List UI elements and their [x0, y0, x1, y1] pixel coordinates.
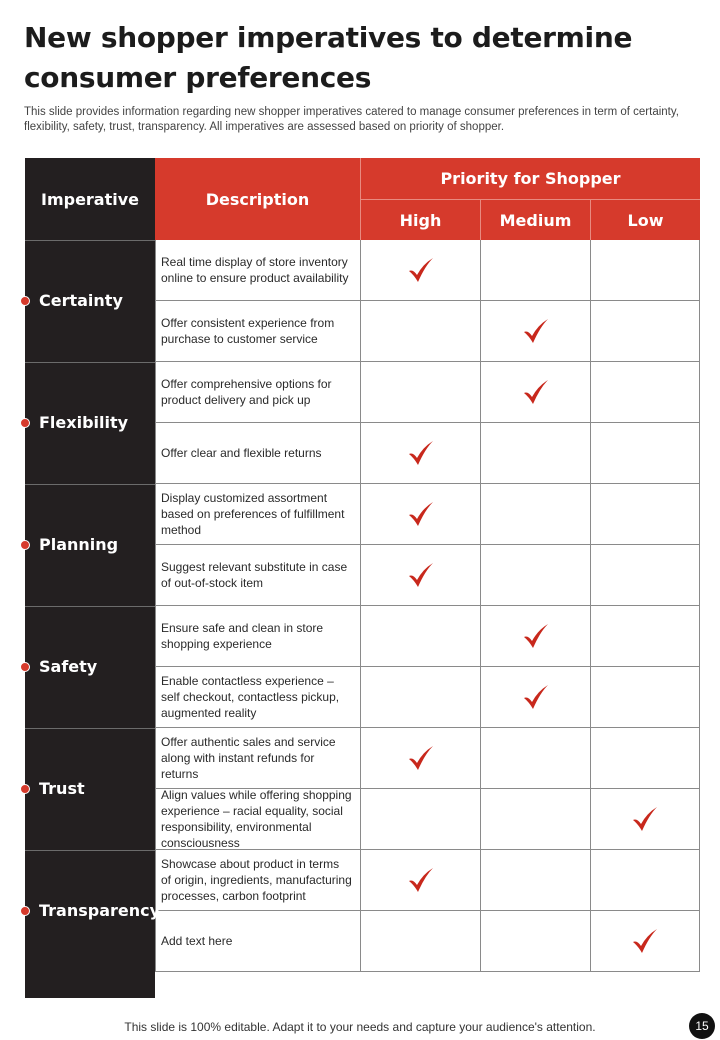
imperative-label: Flexibility [39, 413, 129, 432]
priority-cell-low [590, 728, 700, 788]
table-row [155, 911, 700, 972]
table-row [155, 423, 700, 484]
imperative-label: Certainty [39, 291, 123, 310]
priority-cell-low [590, 301, 700, 361]
description-cell: Offer consistent experience from purchase to customer service [155, 301, 360, 361]
checkmark-icon [406, 743, 436, 773]
checkmark-icon [521, 316, 551, 346]
imperative-group [25, 850, 185, 972]
priority-cell-medium [480, 301, 590, 361]
dot-icon [20, 296, 30, 306]
page-subtitle: This slide provides information regarding new shopper imperatives catered to manage consumer preferences in term of certainty, flexibility, safety, trust, transparency. All imperatives are assessed based on priority of shopper. [24, 106, 679, 133]
table-row [155, 728, 700, 789]
imperative-group [25, 606, 185, 728]
priority-cell-low [590, 423, 700, 483]
footer-note: This slide is 100% editable. Adapt it to your needs and capture your audience's attention. [124, 1020, 596, 1034]
priority-cell-low [590, 240, 700, 300]
description-cell: Enable contactless experience – self checkout, contactless pickup, augmented reality [155, 667, 360, 727]
high-header: High [360, 199, 480, 240]
description-cell: Display customized assortment based on preferences of fulfillment method [155, 484, 360, 544]
imperative-group [25, 362, 185, 484]
page-number: 15 [689, 1013, 715, 1039]
description-cell: Showcase about product in terms of origin, ingredients, manufacturing processes, carbon footprint [155, 850, 360, 910]
description-cell: Align values while offering shopping experience – racial equality, social responsibility, environmental consciousness [155, 789, 360, 849]
imperative-label: Safety [39, 657, 98, 676]
priority-cell-medium [480, 362, 590, 422]
priority-cell-medium [480, 789, 590, 849]
priority-cell-high [360, 850, 480, 910]
priority-cell-low [590, 667, 700, 727]
description-header: Description [155, 158, 360, 240]
dot-icon [20, 662, 30, 672]
description-cell: Offer authentic sales and service along with instant refunds for returns [155, 728, 360, 788]
dot-icon [20, 418, 30, 428]
description-cell: Add text here [155, 911, 360, 971]
priority-cell-low [590, 789, 700, 849]
priority-cell-high [360, 301, 480, 361]
priority-cell-medium [480, 545, 590, 605]
priority-table [25, 158, 700, 998]
priority-cell-high [360, 606, 480, 666]
priority-cell-medium [480, 606, 590, 666]
checkmark-icon [406, 865, 436, 895]
description-cell: Suggest relevant substitute in case of out-of-stock item [155, 545, 360, 605]
table-row [155, 789, 700, 850]
priority-cell-low [590, 545, 700, 605]
medium-header: Medium [480, 199, 590, 240]
imperative-header: Imperative [40, 189, 140, 209]
priority-cell-medium [480, 423, 590, 483]
checkmark-icon [406, 438, 436, 468]
priority-cell-medium [480, 911, 590, 971]
priority-cell-high [360, 911, 480, 971]
table-row [155, 545, 700, 606]
dot-icon [20, 784, 30, 794]
priority-cell-medium [480, 667, 590, 727]
checkmark-icon [406, 499, 436, 529]
priority-cell-high [360, 240, 480, 300]
checkmark-icon [630, 804, 660, 834]
checkmark-icon [521, 377, 551, 407]
checkmark-icon [521, 621, 551, 651]
table-row [155, 484, 700, 545]
priority-cell-high [360, 667, 480, 727]
dot-icon [20, 540, 30, 550]
description-cell: Ensure safe and clean in store shopping experience [155, 606, 360, 666]
table-row [155, 606, 700, 667]
priority-cell-low [590, 484, 700, 544]
imperative-label: Transparency [39, 901, 161, 920]
priority-cell-medium [480, 728, 590, 788]
checkmark-icon [406, 255, 436, 285]
priority-cell-low [590, 362, 700, 422]
table-row [155, 667, 700, 728]
priority-cell-low [590, 850, 700, 910]
priority-cell-medium [480, 240, 590, 300]
priority-header: Priority for Shopper [360, 158, 700, 199]
checkmark-icon [406, 560, 436, 590]
imperative-group [25, 484, 185, 606]
checkmark-icon [630, 926, 660, 956]
page-title: New shopper imperatives to determine consumer preferences [24, 21, 633, 94]
table-row [155, 240, 700, 301]
checkmark-icon [521, 682, 551, 712]
priority-cell-high [360, 362, 480, 422]
dot-icon [20, 906, 30, 916]
imperative-group [25, 728, 185, 850]
low-header: Low [590, 199, 700, 240]
priority-cell-low [590, 606, 700, 666]
imperative-label: Trust [39, 779, 85, 798]
description-cell: Real time display of store inventory online to ensure product availability [155, 240, 360, 300]
priority-cell-high [360, 423, 480, 483]
description-cell: Offer comprehensive options for product delivery and pick up [155, 362, 360, 422]
priority-cell-medium [480, 850, 590, 910]
imperative-group [25, 240, 185, 362]
table-row [155, 850, 700, 911]
priority-cell-medium [480, 484, 590, 544]
priority-cell-low [590, 911, 700, 971]
table-row [155, 362, 700, 423]
priority-cell-high [360, 789, 480, 849]
priority-cell-high [360, 728, 480, 788]
priority-cell-high [360, 484, 480, 544]
priority-cell-high [360, 545, 480, 605]
imperative-label: Planning [39, 535, 119, 554]
table-row [155, 301, 700, 362]
description-cell: Offer clear and flexible returns [155, 423, 360, 483]
